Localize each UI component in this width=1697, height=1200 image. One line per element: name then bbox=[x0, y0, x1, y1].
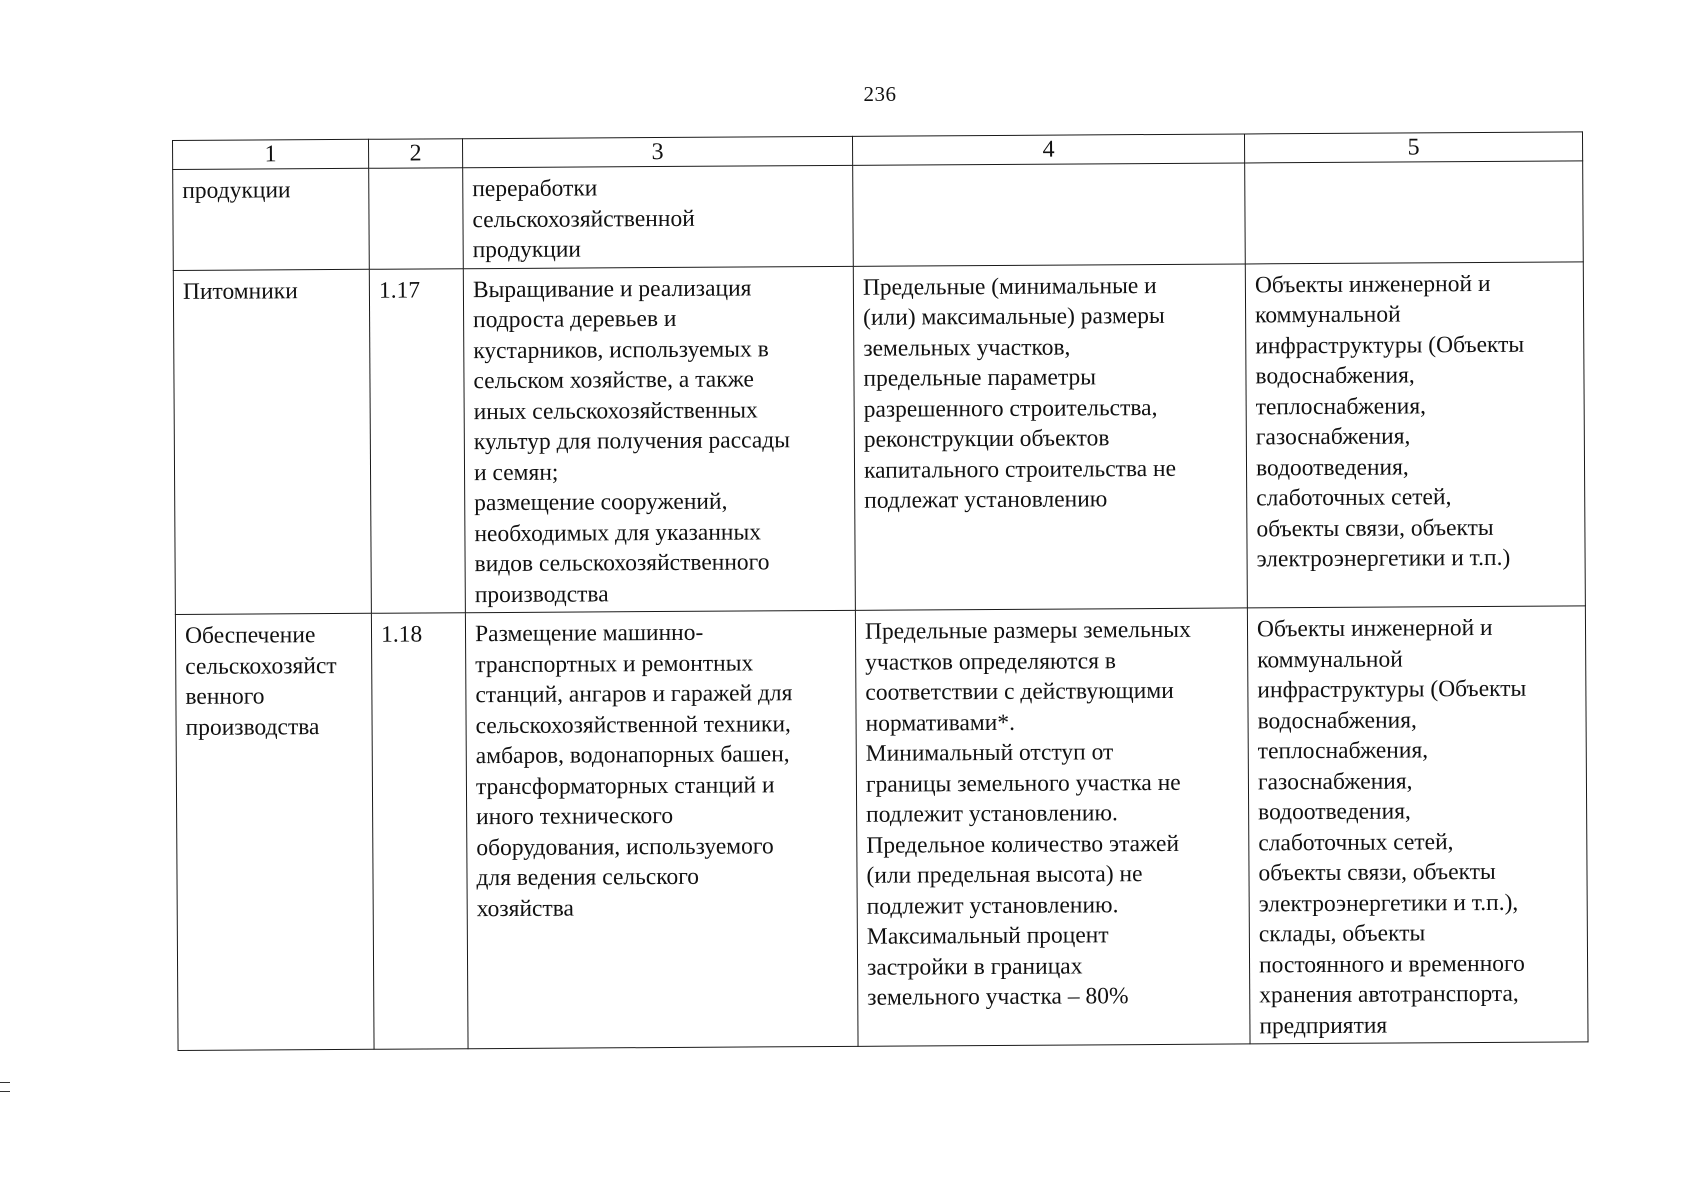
land-use-table bbox=[172, 131, 1589, 1051]
cell-text: переработки сельскохозяйственной продукции bbox=[472, 175, 695, 264]
cell-text bbox=[1254, 167, 1574, 169]
cell-description bbox=[465, 610, 858, 1048]
cell-description bbox=[463, 266, 855, 613]
cell-parameters bbox=[853, 263, 1247, 610]
cell-use-name bbox=[175, 613, 374, 1050]
cell-text bbox=[862, 169, 1236, 171]
cell-parameters bbox=[855, 608, 1250, 1046]
cell-code bbox=[369, 168, 464, 269]
cell-parameters bbox=[853, 163, 1246, 266]
cell-auxiliary-uses bbox=[1247, 606, 1588, 1044]
scan-edge-mark bbox=[0, 1082, 10, 1092]
cell-text: 1.17 bbox=[378, 276, 421, 304]
cell-auxiliary-uses bbox=[1245, 261, 1585, 608]
cell-code bbox=[369, 268, 465, 613]
cell-text: Объекты инженерной и коммунальной инфраструктуры (Объекты водоснабжения, теплоснабжения, газоснабжения, водоотведения, слаботочных сетей, объекты связи, объекты электроэнергетики и т.п.), склады, объекты постоянного и временного хранения автотранспорта, предприятия bbox=[1256, 614, 1527, 1039]
cell-text: 1.18 bbox=[380, 621, 423, 648]
column-number-5: 5 bbox=[1244, 132, 1582, 163]
cell-use-name bbox=[173, 269, 371, 615]
table-row bbox=[175, 606, 1588, 1051]
cell-text: Объекты инженерной и коммунальной инфраструктуры (Объекты водоснабжения, теплоснабжения, газоснабжения, водоотведения, слаботочных сетей, объекты связи, объекты электроэнергетики и т.п.) bbox=[1254, 270, 1525, 573]
table-row bbox=[173, 261, 1585, 614]
cell-code bbox=[371, 613, 468, 1050]
column-number-3: 3 bbox=[462, 136, 852, 167]
cell-use-name bbox=[173, 168, 370, 270]
cell-description bbox=[463, 165, 854, 268]
cell-auxiliary-uses bbox=[1245, 161, 1584, 264]
cell-text: продукции bbox=[182, 177, 291, 204]
cell-text: Предельные (минимальные и (или) максимальные) размеры земельных участков, предельные параметры разрешенного строительства, реконструкции объектов капитального строительства не подлежат установлению bbox=[862, 272, 1177, 514]
cell-text: Обеспечение сельскохозяйст венного производства bbox=[184, 622, 337, 741]
cell-text: Размещение машинно- транспортных и ремонтных станций, ангаров и гаражей для сельскохозяйственной техники, амбаров, водонапорных башен, трансформаторных станций и иного технического оборудования, используемого для ведения сельского хозяйства bbox=[474, 619, 793, 922]
cell-text: Предельные размеры земельных участков определяются в соответствии с действующими нормативами*. Минимальный отступ от границы земельного участка не подлежит установлению. Предельное количество этажей (или предельная высота) не подлежит установлению. Максимальный процент застройки в границах земельного участка – 80% bbox=[864, 616, 1191, 1011]
column-number-4: 4 bbox=[852, 134, 1244, 165]
column-number-2: 2 bbox=[368, 139, 462, 169]
cell-text: Выращивание и реализация подроста деревьев и кустарников, используемых в сельском хозяйстве, а также иных сельскохозяйственных культур для получения рассады и семян; размещение сооружений, необходимых для указанных видов сельскохозяйственного производства bbox=[472, 274, 791, 608]
page-number: 236 bbox=[863, 82, 897, 106]
column-number-1: 1 bbox=[173, 139, 369, 169]
cell-text: Питомники bbox=[182, 277, 298, 305]
table-row bbox=[173, 161, 1584, 270]
